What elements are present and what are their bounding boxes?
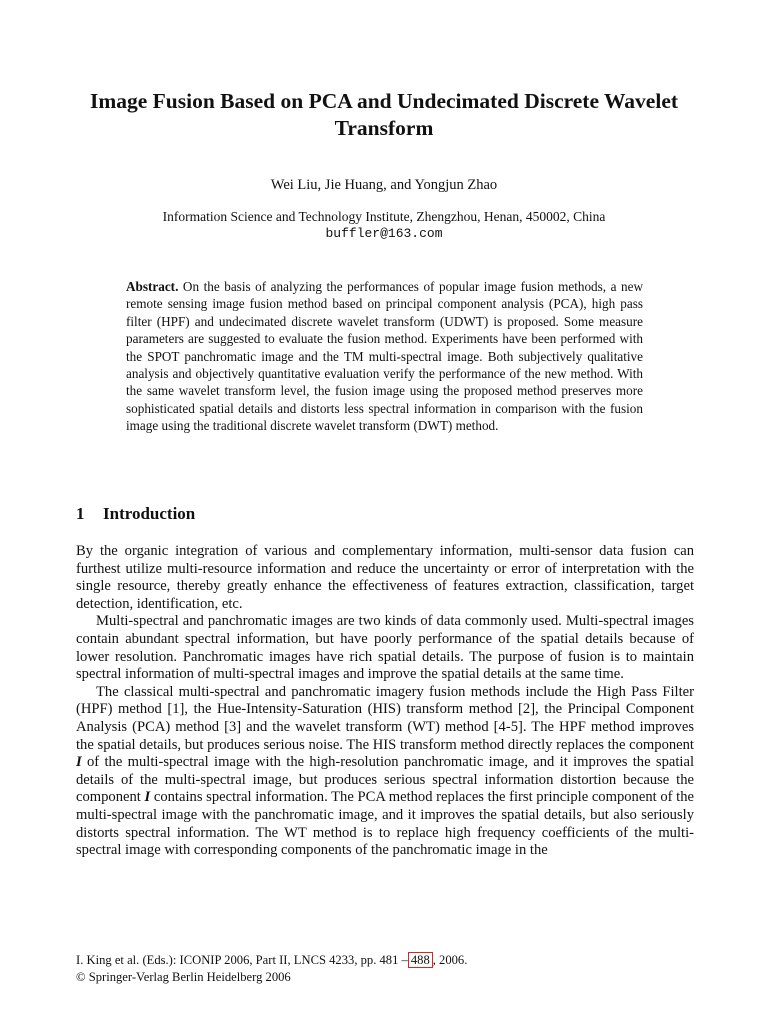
- abstract: [126, 278, 643, 435]
- author-email: buffler@163.com: [325, 226, 443, 241]
- paragraph-3: The classical multi-spectral and panchromatic imagery fusion methods include the High Pass Filter (HPF) method [1], the Hue-Intensity-Saturation (HIS) transform method [2], the Principal Component Analysis (PCA) method [3] and the wavelet transform (WT) method [4-5]. The HPF method improves the spatial details, but produces serious noise. The HIS transform method directly replaces the component I of the multi-spectral image with the high-resolution panchromatic image, and it improves the spatial details of the multi-spectral image, but produces serious spectral information distortion because the component I contains spectral information. The PCA method replaces the first principle component of the multi-spectral image with the panchromatic image, and it improves the spatial details, but also seriously distorts spectral information. The WT method is to replace high frequency coefficients of the multi-spectral image with corresponding components of the panchromatic image in the: [76, 683, 694, 859]
- section-number: 1: [76, 504, 85, 523]
- abstract-text: On the basis of analyzing the performances of popular image fusion methods, a new remote sensing image fusion method based on principal component analysis (PCA), high pass filter (HPF) and undecimated discrete wavelet transform (UDWT) is proposed. Some measure parameters are suggested to evaluate the fusion method. Experiments have been performed with the SPOT panchromatic image and the TM multi-spectral image. Both subjectively qualitative analysis and objectively quantitative evaluation verify the performance of the new method. With the same wavelet transform level, the fusion image using the proposed method preserves more sophisticated spatial details and distorts less spectral information in comparison with the fusion image using the traditional discrete wavelet transform (DWT) method.: [126, 279, 643, 434]
- paragraph-1: By the organic integration of various and complementary information, multi-sensor data fusion can furthest utilize multi-resource information and reduce the uncertainty or error of interpretation with the single resource, thereby greatly enhance the effectiveness of features extraction, classification, target detection, identification, etc.: [76, 543, 694, 612]
- section-heading: [76, 503, 195, 525]
- footer-citation: [76, 952, 694, 969]
- section-title: Introduction: [103, 504, 196, 523]
- paper-title: Image Fusion Based on PCA and Undecimated Discrete Wavelet Transform: [89, 89, 679, 140]
- page-end-link[interactable]: 488: [408, 952, 433, 968]
- footer-citation-prefix: I. King et al. (Eds.): ICONIP 2006, Part II, LNCS 4233, pp. 481 –: [76, 953, 408, 967]
- footer-citation-suffix: , 2006.: [432, 953, 468, 967]
- abstract-label: Abstract.: [126, 279, 179, 294]
- footer: [76, 952, 694, 986]
- footer-copyright: © Springer-Verlag Berlin Heidelberg 2006: [76, 970, 291, 984]
- section-body: [76, 543, 694, 860]
- author-list: Wei Liu, Jie Huang, and Yongjun Zhao: [270, 177, 498, 193]
- paragraph-2: Multi-spectral and panchromatic images are two kinds of data commonly used. Multi-spectral images contain abundant spectral information, but have poorly performance of the spatial details because of lower resolution. Panchromatic images have rich spatial details. The purpose of fusion is to maintain spectral information of multi-spectral images and improve the spatial details at the same time.: [76, 613, 694, 683]
- affiliation: Information Science and Technology Institute, Zhengzhou, Henan, 450002, China: [162, 209, 606, 224]
